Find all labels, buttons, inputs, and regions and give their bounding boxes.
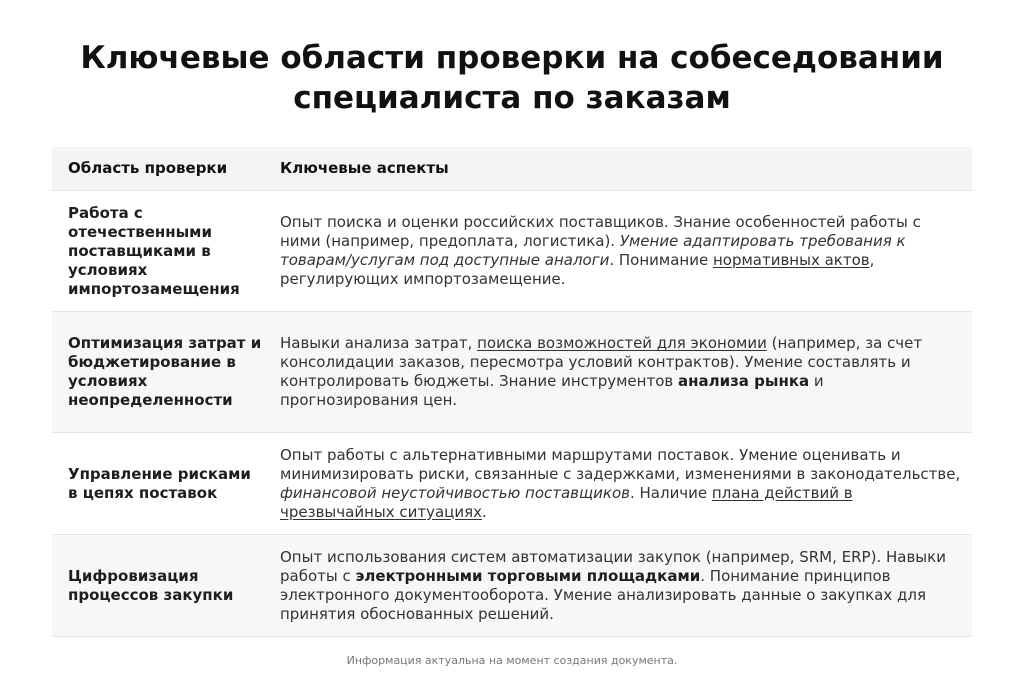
page-title <box>0 38 1024 118</box>
aspects-text: . Понимание принципов электронного документооборота. Умение анализировать данные о закупках для принятия обоснованных решений. <box>280 566 927 623</box>
table-header-row <box>52 147 972 191</box>
aspects-bold-text: электронными торговыми площадками <box>355 566 701 585</box>
aspects-bold-text: анализа рынка <box>677 372 810 390</box>
table-row <box>52 535 972 637</box>
aspects-text: и прогнозирования цен. <box>280 372 824 409</box>
aspects-text: (например, за счет консолидации заказов, пересмотра условий контрактов). Умение составлять и контролировать бюджеты. Знание инструментов <box>280 334 923 390</box>
aspects-italic-text: Умение адаптировать требования к товарам/услугам под доступные аналоги <box>280 232 906 269</box>
aspects-text: Опыт работы с альтернативными маршрутами поставок. Умение оценивать и минимизировать риски, связанные с задержками, изменениями в законодательстве, <box>280 445 961 483</box>
table-row <box>52 191 972 312</box>
aspects-text: . Понимание <box>609 251 713 269</box>
aspects-text: Опыт использования систем автоматизации закупок (например, SRM, ERP). Навыки работы с <box>280 547 946 585</box>
aspects-underlined-text: нормативных актов <box>712 251 870 269</box>
page-title-line-1: Ключевые области проверки на собеседовании <box>80 40 944 76</box>
footer-note: Информация актуальна на момент создания документа. <box>346 654 678 667</box>
table-row <box>52 433 972 535</box>
aspects-italic-text: финансовой неустойчивостью поставщиков <box>280 483 630 502</box>
table-row <box>52 312 972 433</box>
area-cell: Работа с отечественными поставщиками в условиях импортозамещения <box>68 203 240 298</box>
aspects-cell <box>265 446 972 522</box>
column-header-area: Область проверки <box>68 159 228 177</box>
column-header-aspects: Ключевые аспекты <box>280 159 449 177</box>
aspects-cell <box>265 213 972 289</box>
interview-areas-table <box>52 147 972 637</box>
aspects-text: Навыки анализа затрат, <box>280 334 478 352</box>
aspects-text: . Наличие <box>629 483 712 502</box>
area-cell: Управление рисками в цепях поставок <box>68 464 251 502</box>
area-cell: Цифровизация процессов закупки <box>68 566 234 604</box>
page-title-line-2: специалиста по заказам <box>293 80 731 116</box>
aspects-underlined-text: плана действий в чрезвычайных ситуациях <box>280 483 853 521</box>
aspects-text: , регулирующих импортозамещение. <box>280 251 875 288</box>
area-cell: Оптимизация затрат и бюджетирование в условиях неопределенности <box>68 334 262 409</box>
aspects-underlined-text: поиска возможностей для экономии <box>477 334 767 352</box>
aspects-text: Опыт поиска и оценки российских поставщиков. Знание особенностей работы с ними (например, предоплата, логистика). <box>280 213 921 250</box>
aspects-text: . <box>482 502 487 521</box>
aspects-cell <box>265 548 972 624</box>
aspects-cell <box>265 334 972 410</box>
